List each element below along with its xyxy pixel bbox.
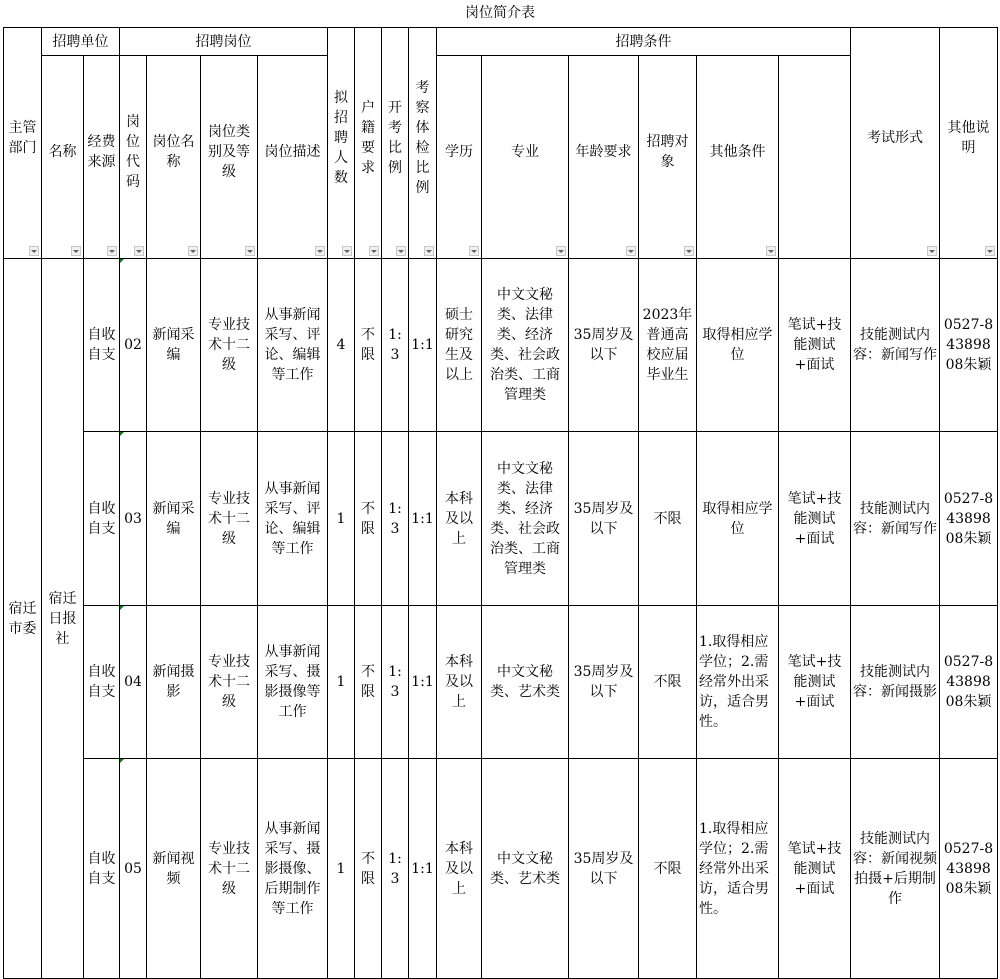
cell-dept: 宿迁市委 [4, 259, 42, 979]
cell-exam: 笔试+技能测试+面试 [779, 432, 851, 606]
table-row [4, 259, 998, 432]
filter-dropdown-icon[interactable] [369, 246, 379, 256]
header-ratio: 开考比例 [382, 28, 409, 259]
cell-note: 技能测试内容：新闻摄影 [851, 606, 940, 759]
header-other: 其他条件 [697, 56, 779, 259]
filter-dropdown-icon[interactable] [29, 246, 39, 256]
cell-check: 1:1 [409, 759, 437, 979]
filter-dropdown-icon[interactable] [424, 246, 434, 256]
cell-code: 04 [120, 606, 147, 759]
cell-desc: 从事新闻采写、摄影摄像、后期制作等工作 [258, 759, 328, 979]
cell-level: 专业技术十二级 [201, 259, 258, 432]
header-note: 其他说明 [940, 28, 998, 259]
header-age: 年龄要求 [569, 56, 639, 259]
header-major: 专业 [482, 56, 569, 259]
header-name: 名称 [42, 56, 84, 259]
table-title: 岗位简介表 [465, 5, 535, 21]
cell-age: 35周岁及以下 [569, 606, 639, 759]
cell-other: 1.取得相应学位；2.需经常外出采访，适合男性。 [697, 606, 779, 759]
cell-pname: 新闻视频 [147, 759, 201, 979]
job-table [3, 27, 998, 979]
cell-contact: 0527-84389808朱颖 [940, 432, 998, 606]
table-row [4, 606, 998, 759]
cell-note: 技能测试内容：新闻写作 [851, 259, 940, 432]
header-fund: 经费来源 [84, 56, 120, 259]
cell-note: 技能测试内容：新闻写作 [851, 432, 940, 606]
cell-other: 取得相应学位 [697, 432, 779, 606]
cell-check: 1:1 [409, 606, 437, 759]
filter-dropdown-icon[interactable] [469, 246, 479, 256]
table-row [4, 759, 998, 979]
cell-target: 不限 [639, 432, 697, 606]
header-num: 拟招聘人数 [328, 28, 355, 259]
cell-edu: 本科及以上 [437, 759, 482, 979]
header-target: 招聘对象 [639, 56, 697, 259]
cell-desc: 从事新闻采写、摄影摄像等工作 [258, 606, 328, 759]
cell-fund: 自收自支 [84, 432, 120, 606]
cell-ratio: 1:3 [382, 432, 409, 606]
cell-code: 03 [120, 432, 147, 606]
cell-contact: 0527-84389808朱颖 [940, 259, 998, 432]
filter-dropdown-icon[interactable] [985, 246, 995, 256]
cell-level: 专业技术十二级 [201, 759, 258, 979]
filter-dropdown-icon[interactable] [188, 246, 198, 256]
filter-dropdown-icon[interactable] [315, 246, 325, 256]
cell-edu: 本科及以上 [437, 606, 482, 759]
table-row [4, 432, 998, 606]
header-hukou: 户籍要求 [355, 28, 382, 259]
cell-exam: 笔试+技能测试+面试 [779, 259, 851, 432]
cell-hukou: 不限 [355, 259, 382, 432]
group-unit: 招聘单位 [42, 28, 120, 56]
cell-num: 1 [328, 432, 355, 606]
cell-pname: 新闻采编 [147, 432, 201, 606]
cell-ratio: 1:3 [382, 759, 409, 979]
filter-dropdown-icon[interactable] [927, 246, 937, 256]
cell-code: 05 [120, 759, 147, 979]
filter-dropdown-icon[interactable] [245, 246, 255, 256]
cell-fund: 自收自支 [84, 606, 120, 759]
cell-level: 专业技术十二级 [201, 432, 258, 606]
header-pname: 岗位名称 [147, 56, 201, 259]
cell-contact: 0527-84389808朱颖 [940, 759, 998, 979]
cell-other: 取得相应学位 [697, 259, 779, 432]
cell-ratio: 1:3 [382, 259, 409, 432]
cell-major: 中文文秘类、法律类、经济类、社会政治类、工商管理类 [482, 432, 569, 606]
cell-fund: 自收自支 [84, 759, 120, 979]
filter-dropdown-icon[interactable] [342, 246, 352, 256]
cell-other: 1.取得相应学位；2.需经常外出采访，适合男性。 [697, 759, 779, 979]
cell-major: 中文文秘类、艺术类 [482, 759, 569, 979]
cell-note: 技能测试内容：新闻视频拍摄+后期制作 [851, 759, 940, 979]
header-dept: 主管部门 [4, 28, 42, 259]
cell-fund: 自收自支 [84, 259, 120, 432]
cell-contact: 0527-84389808朱颖 [940, 606, 998, 759]
cell-hukou: 不限 [355, 432, 382, 606]
group-post: 招聘岗位 [120, 28, 328, 56]
cell-age: 35周岁及以下 [569, 759, 639, 979]
header-edu: 学历 [437, 56, 482, 259]
filter-dropdown-icon[interactable] [684, 246, 694, 256]
cell-hukou: 不限 [355, 759, 382, 979]
cell-age: 35周岁及以下 [569, 259, 639, 432]
filter-dropdown-icon[interactable] [134, 246, 144, 256]
cell-ratio: 1:3 [382, 606, 409, 759]
cell-level: 专业技术十二级 [201, 606, 258, 759]
cell-edu: 本科及以上 [437, 432, 482, 606]
cell-desc: 从事新闻采写、评论、编辑等工作 [258, 259, 328, 432]
group-cond: 招聘条件 [437, 28, 851, 56]
cell-target: 不限 [639, 759, 697, 979]
cell-num: 1 [328, 606, 355, 759]
cell-hukou: 不限 [355, 606, 382, 759]
cell-num: 4 [328, 259, 355, 432]
cell-target: 2023年普通高校应届毕业生 [639, 259, 697, 432]
cell-pname: 新闻采编 [147, 259, 201, 432]
cell-edu: 硕士研究生及以上 [437, 259, 482, 432]
cell-major: 中文文秘类、法律类、经济类、社会政治类、工商管理类 [482, 259, 569, 432]
cell-age: 35周岁及以下 [569, 432, 639, 606]
header-level: 岗位类别及等级 [201, 56, 258, 259]
cell-exam: 笔试+技能测试+面试 [779, 759, 851, 979]
cell-exam: 笔试+技能测试+面试 [779, 606, 851, 759]
cell-check: 1:1 [409, 259, 437, 432]
cell-num: 1 [328, 759, 355, 979]
cell-target: 不限 [639, 606, 697, 759]
header-code: 岗位代码 [120, 56, 147, 259]
cell-desc: 从事新闻采写、评论、编辑等工作 [258, 432, 328, 606]
filter-dropdown-icon[interactable] [766, 246, 776, 256]
header-exam: 考试形式 [851, 28, 940, 259]
cell-major: 中文文秘类、艺术类 [482, 606, 569, 759]
filter-dropdown-icon[interactable] [71, 246, 81, 256]
filter-dropdown-icon[interactable] [396, 246, 406, 256]
cell-unit-name: 宿迁日报社 [42, 259, 84, 979]
header-desc: 岗位描述 [258, 56, 328, 259]
filter-dropdown-icon[interactable] [107, 246, 117, 256]
cell-check: 1:1 [409, 432, 437, 606]
header-check: 考察体检比例 [409, 28, 437, 259]
filter-dropdown-icon[interactable] [626, 246, 636, 256]
cell-pname: 新闻摄影 [147, 606, 201, 759]
filter-dropdown-icon[interactable] [556, 246, 566, 256]
cell-code: 02 [120, 259, 147, 432]
